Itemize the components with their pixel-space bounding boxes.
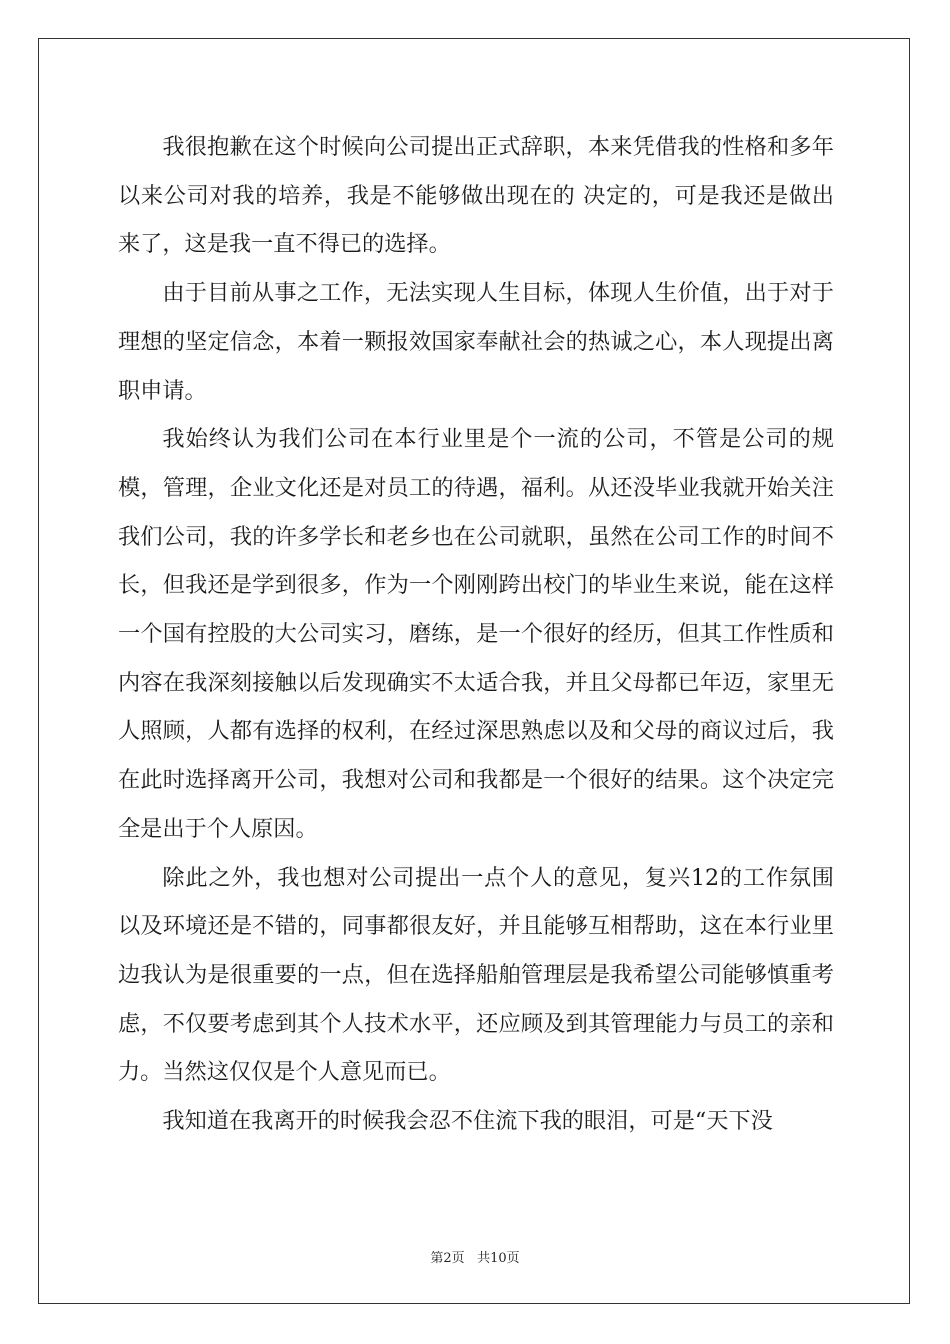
paragraph-4: 除此之外，我也想对公司提出一点个人的意见，复兴12的工作氛围以及环境还是不错的，同事都很友好，并且能够互相帮助，这在本行业里边我认为是很重要的一点，但在选择船舶管理层是我希望公司能够慎重考虑，不仅要考虑到其个人技术水平，还应顾及到其管理能力与员工的亲和力。当然这仅仅是个人意见而已。 [118,864,834,1086]
page-footer [0,1247,950,1266]
document-body [118,123,834,1146]
page-number: 第2页 [430,1251,465,1266]
page-total: 共10页 [477,1251,520,1266]
paragraph-2: 由于目前从事之工作，无法实现人生目标，体现人生价值，出于对于理想的坚定信念，本着一颗报效国家奉献社会的热诚之心，本人现提出离职申请。 [118,280,834,404]
paragraph-1: 我很抱歉在这个时候向公司提出正式辞职，本来凭借我的性格和多年以来公司对我的培养，我是不能够做出现在的 决定的，可是我还是做出来了，这是我一直不得已的选择。 [118,134,834,258]
paragraph-5: 我知道在我离开的时候我会忍不住流下我的眼泪，可是“天下没 [162,1108,773,1135]
paragraph-3: 我始终认为我们公司在本行业里是个一流的公司，不管是公司的规模，管理，企业文化还是对员工的待遇，福利。从还没毕业我就开始关注我们公司，我的许多学长和老乡也在公司就职，虽然在公司工作的时间不长，但我还是学到很多，作为一个刚刚跨出校门的毕业生来说，能在这样一个国有控股的大公司实习，磨练，是一个很好的经历，但其工作性质和内容在我深刻接触以后发现确实不太适合我，并且父母都已年迈，家里无人照顾，人都有选择的权利，在经过深思熟虑以及和父母的商议过后，我在此时选择离开公司，我想对公司和我都是一个很好的结果。这个决定完全是出于个人原因。 [118,426,834,842]
